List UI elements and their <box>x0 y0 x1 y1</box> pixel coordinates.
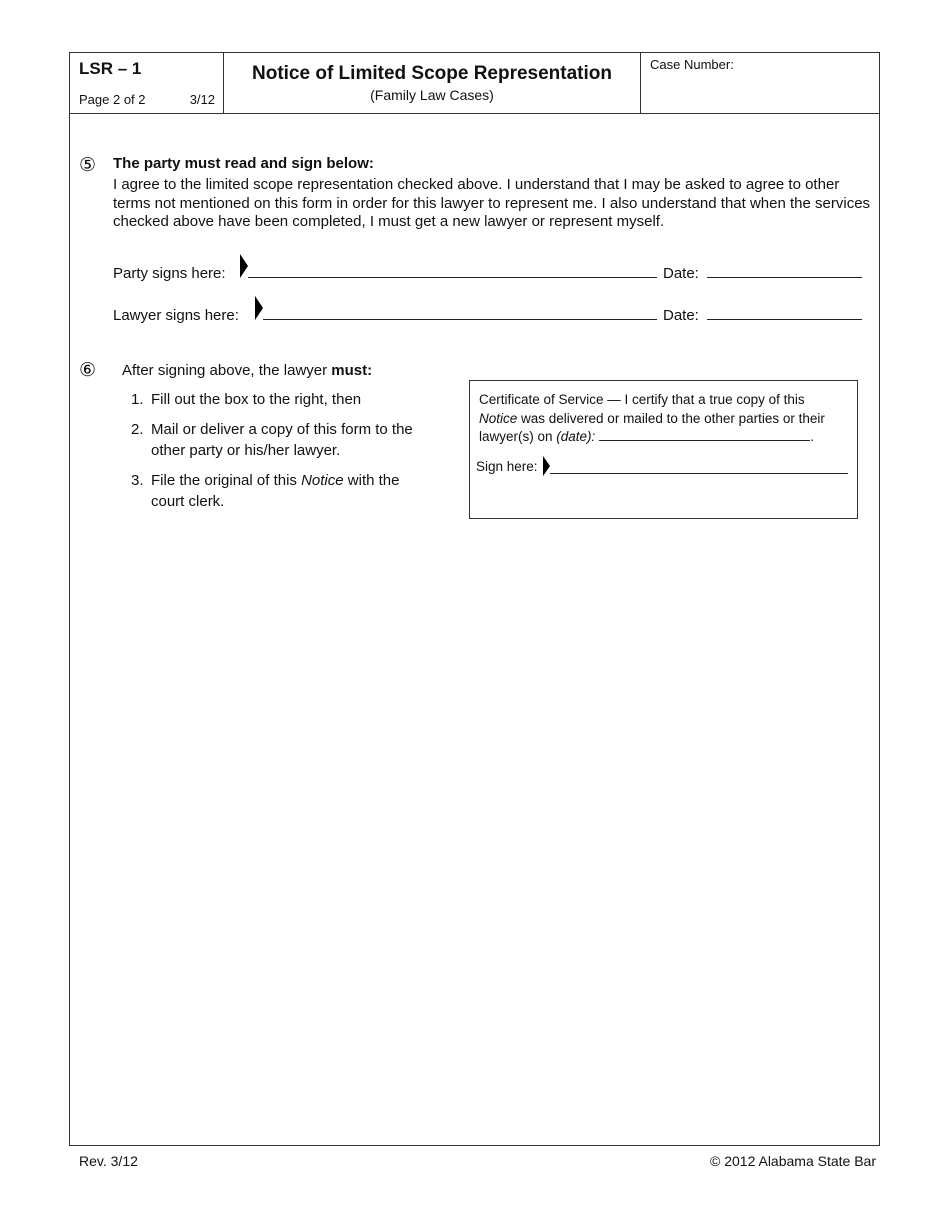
step-number: 2. <box>131 421 144 438</box>
certificate-line-3-text: lawyer(s) on <box>479 429 557 444</box>
certificate-date-label: (date): <box>556 429 596 444</box>
step-text: with the court clerk. <box>151 472 400 510</box>
sign-arrow-icon <box>240 254 248 278</box>
certificate-period: . <box>810 429 815 444</box>
party-date-field[interactable] <box>707 277 862 278</box>
form-subtitle: (Family Law Cases) <box>370 87 494 103</box>
section-6-number: ⑥ <box>79 360 97 381</box>
step-number: 3. <box>131 472 144 489</box>
title-cell <box>224 53 641 113</box>
party-date-label: Date: <box>663 265 699 282</box>
case-number-label: Case Number: <box>650 57 734 72</box>
list-item <box>131 389 436 410</box>
certificate-of-service-box <box>469 380 858 519</box>
sign-arrow-icon <box>543 456 550 476</box>
certificate-line-2 <box>479 410 851 429</box>
step-text-italic: Notice <box>301 472 344 489</box>
revision-short: 3/12 <box>189 92 215 107</box>
lawyer-sign-label: Lawyer signs here: <box>113 307 239 324</box>
step-text: File the original of this <box>151 472 302 489</box>
certificate-text <box>479 391 851 447</box>
party-signature-field[interactable] <box>248 277 657 278</box>
form-title: Notice of Limited Scope Representation <box>252 63 612 84</box>
section-5-agreement-text: I agree to the limited scope representation checked above. I understand that I may be asked to agree to other terms not mentioned on this form in order for this lawyer to represent me. I also understand that when the services checked above have been completed, I must get a new lawyer or represent myself. <box>113 176 871 230</box>
step-text: Mail or deliver a copy of this form to the other party or his/her lawyer. <box>151 421 413 459</box>
footer-copyright: © 2012 Alabama State Bar <box>710 1153 876 1169</box>
form-id: LSR – 1 <box>79 59 142 78</box>
list-item <box>131 470 436 512</box>
footer-revision: Rev. 3/12 <box>79 1153 138 1169</box>
section-5-number: ⑤ <box>79 155 97 176</box>
step-number: 1. <box>131 391 144 408</box>
form-header <box>70 53 879 114</box>
certificate-line-3 <box>479 428 851 447</box>
section-5-heading: The party must read and sign below: <box>113 155 374 172</box>
certificate-signature-field[interactable] <box>550 473 848 474</box>
case-number-field[interactable] <box>641 53 881 113</box>
certificate-date-field[interactable] <box>599 428 810 441</box>
certificate-notice-italic: Notice <box>479 410 518 426</box>
lawyer-date-label: Date: <box>663 307 699 324</box>
lawyer-date-field[interactable] <box>707 319 862 320</box>
certificate-line-1: Certificate of Service — I certify that a true copy of this <box>479 392 805 407</box>
page-indicator: Page 2 of 2 <box>79 92 146 107</box>
certificate-sign-label: Sign here: <box>476 459 538 474</box>
step-text: Fill out the box to the right, then <box>151 391 362 408</box>
lawyer-signature-field[interactable] <box>263 319 657 320</box>
lawyer-steps-list <box>131 389 436 521</box>
certificate-line-2-text: was delivered or mailed to the other parties or their <box>517 410 825 426</box>
list-item <box>131 419 436 461</box>
section-6-intro-text: After signing above, the lawyer <box>122 362 332 379</box>
section-6-intro <box>122 362 372 379</box>
party-sign-label: Party signs here: <box>113 265 226 282</box>
sign-arrow-icon <box>255 296 263 320</box>
section-6-intro-emphasis: must: <box>331 362 373 379</box>
form-id-cell <box>70 53 224 113</box>
